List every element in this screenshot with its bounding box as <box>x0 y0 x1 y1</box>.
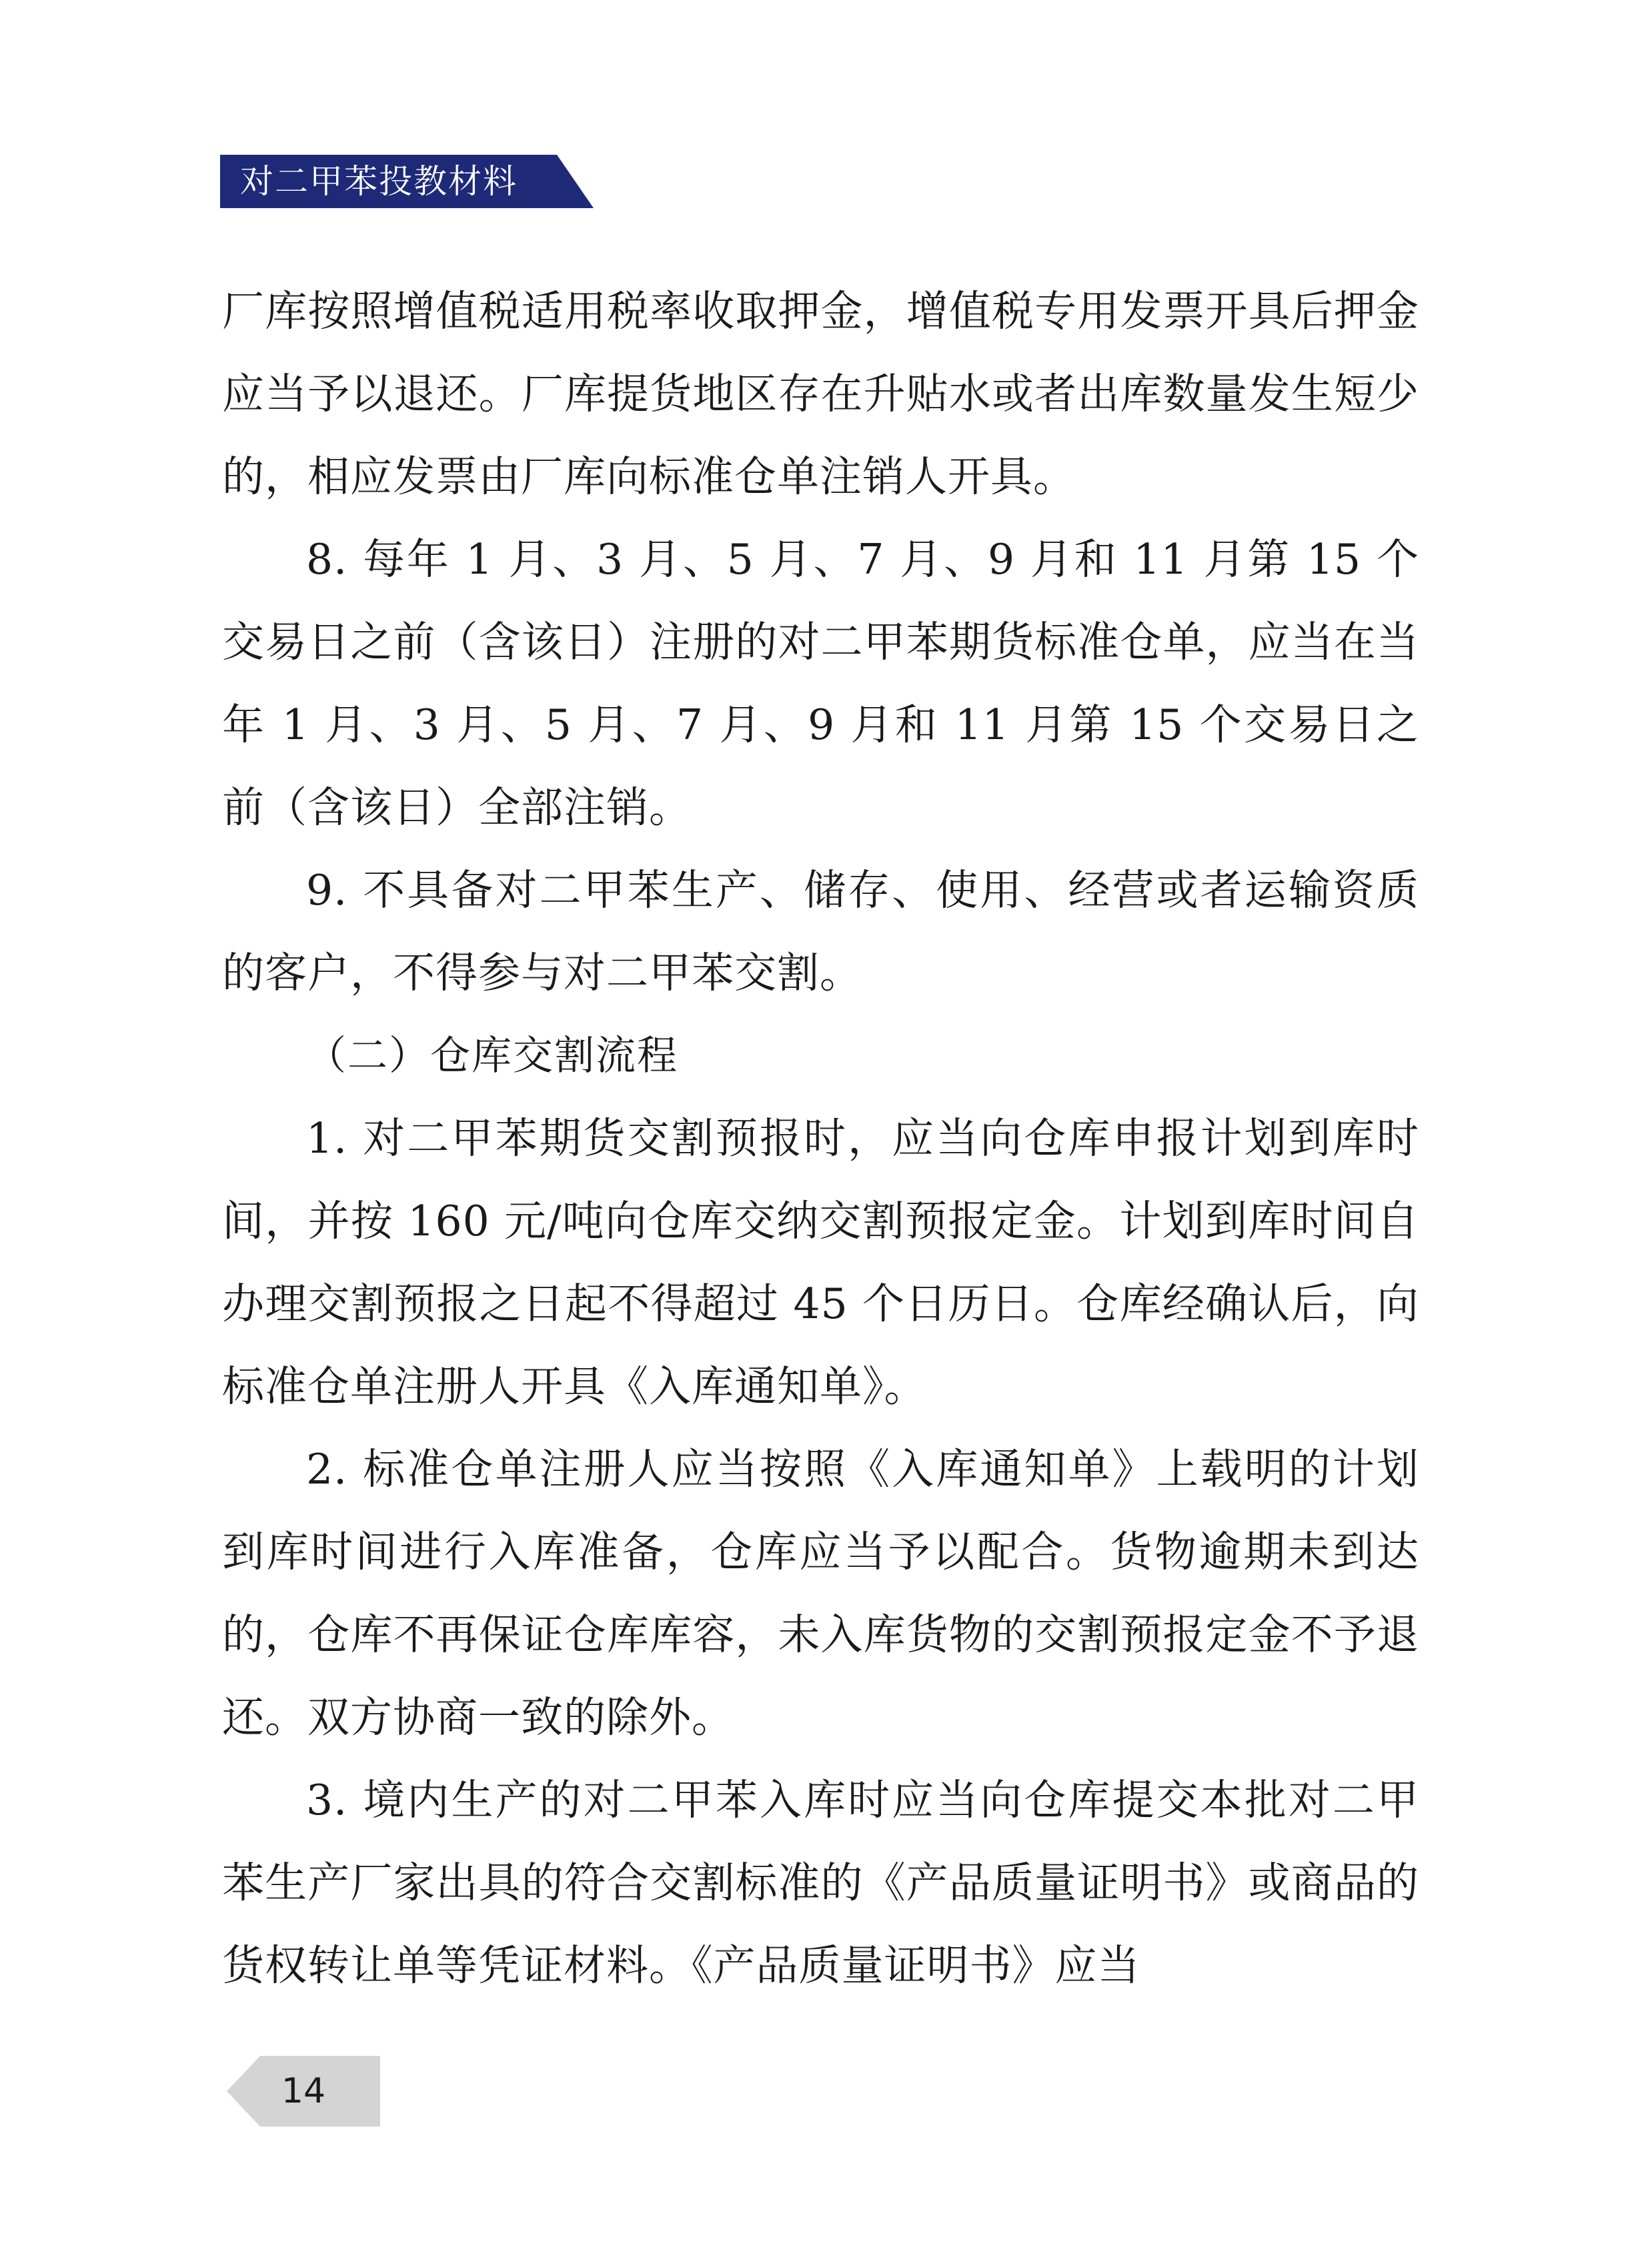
header-banner <box>220 155 594 208</box>
paragraph-item-2: 2. 标准仓单注册人应当按照《入库通知单》上载明的计划到库时间进行入库准备，仓库应当予以配合。货物逾期未到达的，仓库不再保证仓库库容，未入库货物的交割预报定金不予退还。双方协商一致的除外。 <box>222 1445 1419 1742</box>
paragraph-continuation: 厂库按照增值税适用税率收取押金，增值税专用发票开具后押金应当予以退还。厂库提货地区存在升贴水或者出库数量发生短少的，相应发票由厂库向标准仓单注销人开具。 <box>222 287 1419 501</box>
page-number-badge <box>227 2056 380 2127</box>
section-heading: （二）仓库交割流程 <box>306 1033 678 1079</box>
header-title: 对二甲苯投教材料 <box>240 162 518 201</box>
page-number: 14 <box>281 2071 326 2111</box>
paragraph-item-8: 8. 每年 1 月、3 月、5 月、7 月、9 月和 11 月第 15 个交易日之前（含该日）注册的对二甲苯期货标准仓单，应当在当年 1 月、3 月、5 月、7 月、9 月和 11 月第 15 个交易日之前（含该日）全部注销。 <box>222 535 1419 832</box>
paragraph-item-9: 9. 不具备对二甲苯生产、储存、使用、经营或者运输资质的客户，不得参与对二甲苯交割。 <box>222 866 1419 997</box>
document-body <box>222 270 1419 2007</box>
paragraph-item-3: 3. 境内生产的对二甲苯入库时应当向仓库提交本批对二甲苯生产厂家出具的符合交割标准的《产品质量证明书》或商品的货权转让单等凭证材料。《产品质量证明书》应当 <box>222 1776 1419 1990</box>
paragraph-item-1: 1. 对二甲苯期货交割预报时，应当向仓库申报计划到库时间，并按 160 元/吨向仓库交纳交割预报定金。计划到库时间自办理交割预报之日起不得超过 45 个日历日。仓库经确认后，向标准仓单注册人开具《入库通知单》。 <box>222 1114 1419 1411</box>
